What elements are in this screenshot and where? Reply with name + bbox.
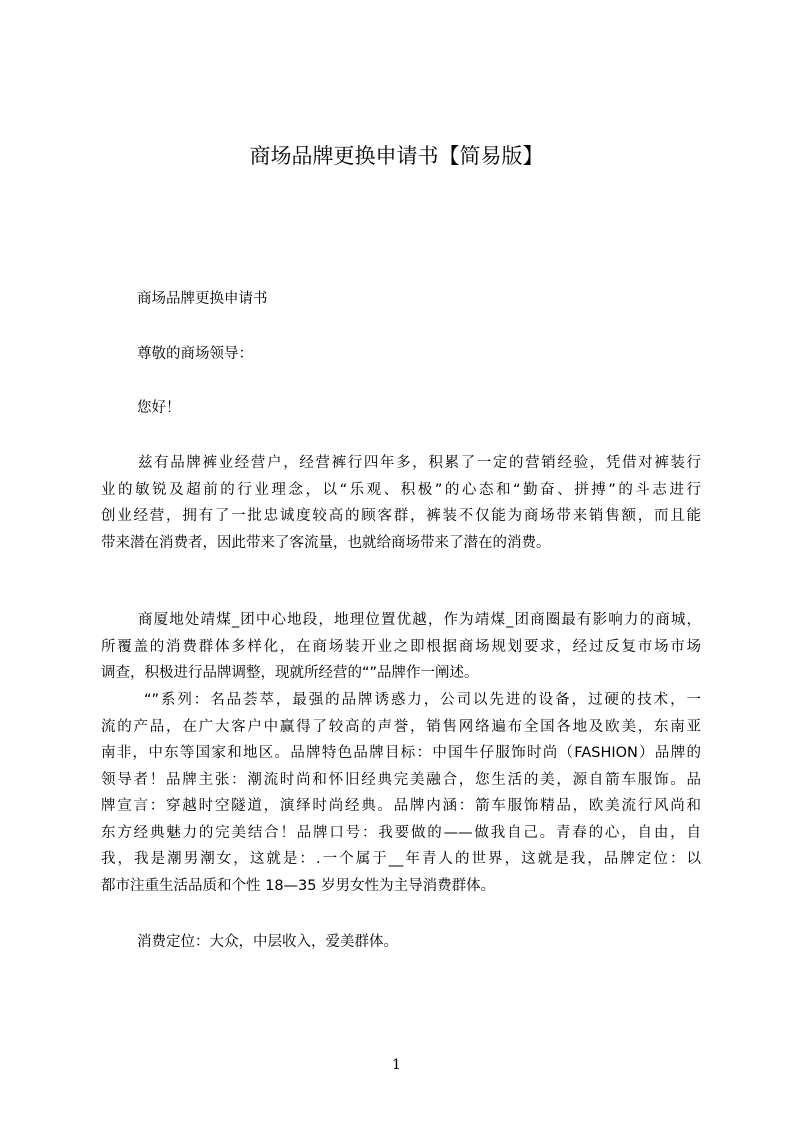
paragraph-line: 业的敏锐及超前的行业理念，以“乐观、积极”的心态和“勤奋、拼搏”的斗志进行 <box>101 481 701 498</box>
consumer-positioning: 消费定位：大众，中层收入，爱美群体。 <box>137 934 398 950</box>
page-number: 1 <box>392 1057 401 1073</box>
paragraph-line: 我，我是潮男潮女，这就是：.一个属于__年青人的世界，这就是我，品牌定位：以 <box>101 851 701 867</box>
paragraph-1 <box>101 450 701 556</box>
paragraph-line: 兹有品牌裤业经营户，经营裤行四年多，积累了一定的营销经验，凭借对裤装行 <box>138 455 701 471</box>
document-title: 商场品牌更换申请书【简易版】 <box>249 144 544 168</box>
paragraph-line: 牌宣言：穿越时空隧道，演绎时尚经典。品牌内涵：箭车服饰精品，欧美流行风尚和 <box>101 798 701 814</box>
paragraph-line: 调查，积极进行品牌调整，现就所经营的“”品牌作一阐述。 <box>101 665 479 681</box>
paragraph-line: 领导者！品牌主张：潮流时尚和怀旧经典完美融合，您生活的美，源自箭车服饰。品 <box>101 771 701 788</box>
paragraph-line: 创业经营，拥有了一批忠诚度较高的顾客群，裤装不仅能为商场带来销售额，而且能 <box>101 508 701 524</box>
document-subtitle: 商场品牌更换申请书 <box>137 291 268 307</box>
paragraph-line: 东方经典魅力的完美结合！品牌口号：我要做的——做我自己。青春的心，自由，自 <box>101 824 701 841</box>
greeting: 您好！ <box>137 400 181 416</box>
salutation: 尊敬的商场领导： <box>137 346 253 362</box>
paragraph-line: 南非，中东等国家和地区。品牌特色品牌目标：中国牛仔服饰时尚（FASHION）品牌的 <box>101 745 701 761</box>
paragraph-line: “”系列：名品荟萃，最强的品牌诱惑力，公司以先进的设备，过硬的技术，一 <box>144 692 701 708</box>
paragraph-line: 所覆盖的消费群体多样化，在商场装开业之即根据商场规划要求，经过反复市场市场 <box>101 638 701 655</box>
paragraph-line: 带来潜在消费者，因此带来了客流量，也就给商场带来了潜在的消费。 <box>101 534 551 551</box>
paragraph-line: 流的产品，在广大客户中赢得了较高的声誉，销售网络遍布全国各地及欧美，东南亚 <box>101 718 701 735</box>
paragraph-2 <box>101 607 701 687</box>
paragraph-line: 都市注重生活品质和个性 18—35 岁男女性为主导消费群体。 <box>101 877 496 894</box>
paragraph-line: 商厦地处靖煤_团中心地段，地理位置优越，作为靖煤_团商圈最有影响力的商城， <box>138 612 701 628</box>
paragraph-3 <box>101 687 701 899</box>
